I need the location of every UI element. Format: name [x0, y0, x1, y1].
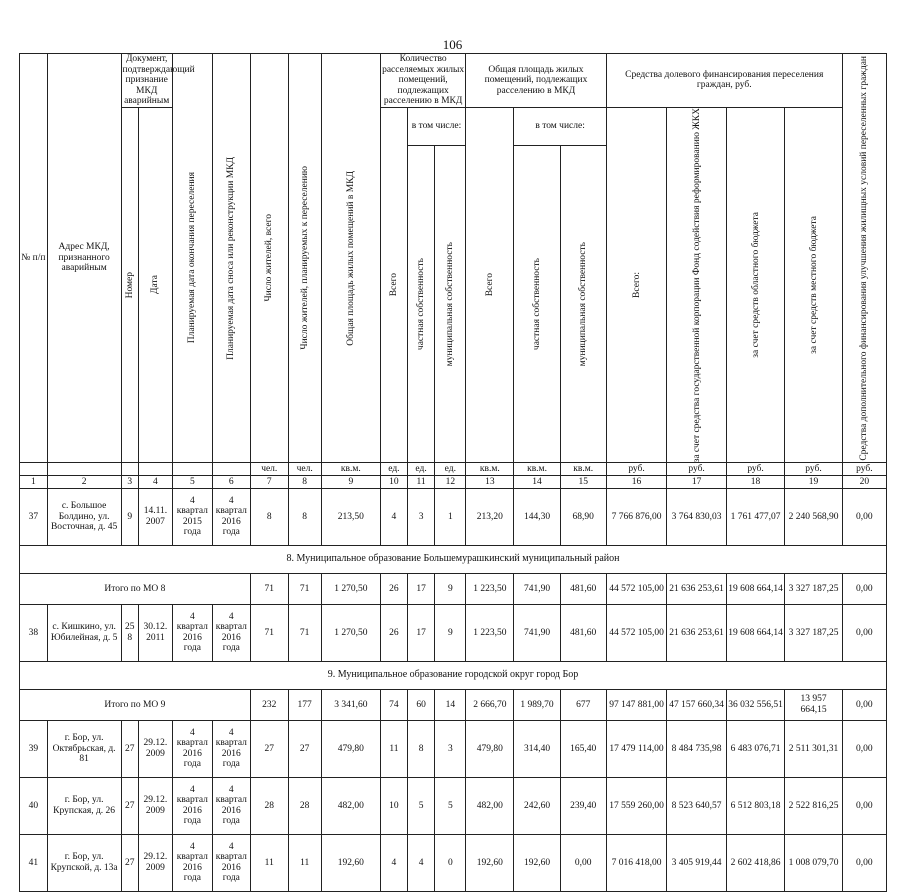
header-area-total: Всего — [466, 107, 514, 462]
header-num: № п/п — [20, 54, 48, 463]
row-area: 213,50 — [321, 488, 381, 545]
total-additional: 0,00 — [842, 689, 886, 720]
unit-cell: кв.м. — [466, 462, 514, 475]
col-number: 18 — [726, 475, 784, 488]
unit-cell: ед. — [435, 462, 466, 475]
row-municipal: 1 — [435, 488, 466, 545]
total-residents: 232 — [250, 689, 288, 720]
total-label: Итого по МО 8 — [20, 573, 251, 604]
header-total-area: Общая площадь жилых помещений в МКД — [321, 54, 381, 463]
col-number: 3 — [121, 475, 138, 488]
resettlement-table — [19, 53, 887, 892]
row-address: г. Бор, ул. Крупской, д. 13а — [47, 834, 121, 891]
col-number: 16 — [606, 475, 667, 488]
row-municipal: 9 — [435, 604, 466, 661]
unit-cell: руб. — [842, 462, 886, 475]
row-area-private: 192,60 — [514, 834, 560, 891]
row-doc-date: 29.12. 2009 — [138, 720, 172, 777]
row-resettle-end: 4 квартал 2016 года — [172, 777, 212, 834]
row-private: 3 — [407, 488, 435, 545]
row-area-private: 314,40 — [514, 720, 560, 777]
units-row — [20, 462, 887, 475]
row-planned: 71 — [288, 604, 321, 661]
unit-cell: кв.м. — [560, 462, 606, 475]
header-demolition: Планируемая дата сноса или реконструкции МКД — [212, 54, 250, 463]
row-planned: 11 — [288, 834, 321, 891]
header-doc-number: Номер — [121, 107, 138, 462]
total-area-private: 1 989,70 — [514, 689, 560, 720]
header-rooms-total: Всего — [381, 107, 408, 462]
table-row — [20, 834, 887, 891]
header-area-private: частная собственность — [514, 145, 560, 462]
row-address: с. Кишкино, ул. Юбилейная, д. 5 — [47, 604, 121, 661]
row-doc-number: 27 — [121, 834, 138, 891]
header-funds-fund: за счет средства государственной корпорации Фонд содействия реформированию ЖКХ — [667, 107, 727, 462]
row-funds-local: 3 327 187,25 — [785, 604, 842, 661]
header-resettle-end: Планируемая дата окончания переселения — [172, 54, 212, 463]
table-row — [20, 720, 887, 777]
row-area: 482,00 — [321, 777, 381, 834]
row-additional: 0,00 — [842, 604, 886, 661]
row-area-total: 213,20 — [466, 488, 514, 545]
header-municipal: муниципальная собственность — [435, 145, 466, 462]
table-row — [20, 488, 887, 545]
row-doc-date: 30.12. 2011 — [138, 604, 172, 661]
unit-cell: руб. — [785, 462, 842, 475]
row-demolition: 4 квартал 2016 года — [212, 604, 250, 661]
row-doc-date: 29.12. 2009 — [138, 834, 172, 891]
total-funds-region: 36 032 556,51 — [726, 689, 784, 720]
row-funds-region: 6 483 076,71 — [726, 720, 784, 777]
row-private: 8 — [407, 720, 435, 777]
table-row — [20, 604, 887, 661]
header-funds: Средства долевого финансирования переселения граждан, руб. — [606, 54, 842, 108]
row-funds-total: 44 572 105,00 — [606, 604, 667, 661]
row-area-total: 482,00 — [466, 777, 514, 834]
total-funds-local: 13 957 664,15 — [785, 689, 842, 720]
row-rooms: 4 — [381, 488, 408, 545]
header-rooms-count: Количество расселяемых жилых помещений, подлежащих расселению в МКД — [382, 54, 465, 106]
total-funds-fund: 21 636 253,61 — [667, 573, 727, 604]
col-number: 4 — [138, 475, 172, 488]
header-planned-residents: Число жителей, планируемых к переселению — [288, 54, 321, 463]
row-demolition: 4 квартал 2016 года — [212, 488, 250, 545]
total-municipal: 14 — [435, 689, 466, 720]
row-area-municipal: 481,60 — [560, 604, 606, 661]
header-area-municipal: муниципальная собственность — [560, 145, 606, 462]
row-funds-fund: 8 523 640,57 — [667, 777, 727, 834]
row-rooms: 10 — [381, 777, 408, 834]
row-demolition: 4 квартал 2016 года — [212, 720, 250, 777]
row-funds-fund: 21 636 253,61 — [667, 604, 727, 661]
row-private: 5 — [407, 777, 435, 834]
row-funds-fund: 8 484 735,98 — [667, 720, 727, 777]
row-area-private: 144,30 — [514, 488, 560, 545]
total-area: 3 341,60 — [321, 689, 381, 720]
col-number: 5 — [172, 475, 212, 488]
row-municipal: 0 — [435, 834, 466, 891]
row-additional: 0,00 — [842, 777, 886, 834]
header-funds-local: за счет средств местного бюджета — [785, 107, 842, 462]
total-area-municipal: 481,60 — [560, 573, 606, 604]
header-area-incl: в том числе: — [514, 107, 606, 145]
total-area-total: 2 666,70 — [466, 689, 514, 720]
row-area: 192,60 — [321, 834, 381, 891]
unit-cell: руб. — [667, 462, 727, 475]
row-rooms: 11 — [381, 720, 408, 777]
row-residents: 11 — [250, 834, 288, 891]
row-additional: 0,00 — [842, 720, 886, 777]
total-funds-fund: 47 157 660,34 — [667, 689, 727, 720]
total-additional: 0,00 — [842, 573, 886, 604]
row-doc-date: 29.12. 2009 — [138, 777, 172, 834]
unit-cell: ед. — [381, 462, 408, 475]
row-number: 40 — [20, 777, 48, 834]
row-doc-number: 27 — [121, 720, 138, 777]
row-planned: 28 — [288, 777, 321, 834]
row-municipal: 5 — [435, 777, 466, 834]
row-doc-date: 14.11. 2007 — [138, 488, 172, 545]
header-doc-date: Дата — [138, 107, 172, 462]
total-residents: 71 — [250, 573, 288, 604]
row-funds-total: 7 766 876,00 — [606, 488, 667, 545]
row-funds-region: 6 512 803,18 — [726, 777, 784, 834]
unit-cell: чел. — [288, 462, 321, 475]
row-area-municipal: 239,40 — [560, 777, 606, 834]
col-number: 6 — [212, 475, 250, 488]
row-area-total: 192,60 — [466, 834, 514, 891]
total-planned: 71 — [288, 573, 321, 604]
section-title: 8. Муниципальное образование Большемурашкинский муниципальный район — [20, 545, 887, 573]
row-funds-local: 2 522 816,25 — [785, 777, 842, 834]
col-number: 20 — [842, 475, 886, 488]
section-title: 9. Муниципальное образование городской округ город Бор — [20, 661, 887, 689]
row-area: 1 270,50 — [321, 604, 381, 661]
col-number: 14 — [514, 475, 560, 488]
row-doc-number: 27 — [121, 777, 138, 834]
row-resettle-end: 4 квартал 2016 года — [172, 720, 212, 777]
row-funds-region: 19 608 664,14 — [726, 604, 784, 661]
row-area-municipal: 0,00 — [560, 834, 606, 891]
col-number: 12 — [435, 475, 466, 488]
row-funds-fund: 3 405 919,44 — [667, 834, 727, 891]
total-private: 60 — [407, 689, 435, 720]
unit-cell: руб. — [606, 462, 667, 475]
unit-cell: руб. — [726, 462, 784, 475]
row-address: г. Бор, ул. Крупская, д. 26 — [47, 777, 121, 834]
row-planned: 27 — [288, 720, 321, 777]
row-funds-local: 1 008 079,70 — [785, 834, 842, 891]
row-rooms: 4 — [381, 834, 408, 891]
row-number: 41 — [20, 834, 48, 891]
row-funds-region: 1 761 477,07 — [726, 488, 784, 545]
row-number: 39 — [20, 720, 48, 777]
row-funds-total: 17 559 260,00 — [606, 777, 667, 834]
col-number: 19 — [785, 475, 842, 488]
total-funds-total: 97 147 881,00 — [606, 689, 667, 720]
row-resettle-end: 4 квартал 2016 года — [172, 834, 212, 891]
row-funds-local: 2 240 568,90 — [785, 488, 842, 545]
total-rooms: 74 — [381, 689, 408, 720]
row-funds-fund: 3 764 830,03 — [667, 488, 727, 545]
row-private: 4 — [407, 834, 435, 891]
table-row — [20, 777, 887, 834]
col-number: 1 — [20, 475, 48, 488]
total-municipal: 9 — [435, 573, 466, 604]
header-document: Документ, подтверждающий признание МКД аварийным — [122, 54, 195, 106]
col-number: 17 — [667, 475, 727, 488]
row-funds-region: 2 602 418,86 — [726, 834, 784, 891]
total-row — [20, 573, 887, 604]
header-residents: Число жителей, всего — [250, 54, 288, 463]
page-number: 106 — [442, 37, 463, 52]
col-number: 8 — [288, 475, 321, 488]
row-private: 17 — [407, 604, 435, 661]
total-funds-region: 19 608 664,14 — [726, 573, 784, 604]
total-funds-total: 44 572 105,00 — [606, 573, 667, 604]
total-funds-local: 3 327 187,25 — [785, 573, 842, 604]
row-address: г. Бор, ул. Октябрьская, д. 81 — [47, 720, 121, 777]
total-area-total: 1 223,50 — [466, 573, 514, 604]
row-resettle-end: 4 квартал 2015 года — [172, 488, 212, 545]
row-number: 38 — [20, 604, 48, 661]
row-funds-local: 2 511 301,31 — [785, 720, 842, 777]
section-row — [20, 545, 887, 573]
header-funds-total: Всего: — [606, 107, 667, 462]
row-doc-number: 25 8 — [121, 604, 138, 661]
section-row — [20, 661, 887, 689]
row-address: с. Большое Болдино, ул. Восточная, д. 45 — [47, 488, 121, 545]
total-planned: 177 — [288, 689, 321, 720]
col-number: 9 — [321, 475, 381, 488]
row-number: 37 — [20, 488, 48, 545]
col-number: 2 — [47, 475, 121, 488]
row-funds-total: 17 479 114,00 — [606, 720, 667, 777]
row-area-private: 242,60 — [514, 777, 560, 834]
header-funds-region: за счет средств областного бюджета — [726, 107, 784, 462]
row-demolition: 4 квартал 2016 года — [212, 834, 250, 891]
row-residents: 27 — [250, 720, 288, 777]
total-row — [20, 689, 887, 720]
row-rooms: 26 — [381, 604, 408, 661]
total-label: Итого по МО 9 — [20, 689, 251, 720]
total-private: 17 — [407, 573, 435, 604]
unit-cell: чел. — [250, 462, 288, 475]
row-area-total: 1 223,50 — [466, 604, 514, 661]
total-area-municipal: 677 — [560, 689, 606, 720]
total-rooms: 26 — [381, 573, 408, 604]
row-residents: 8 — [250, 488, 288, 545]
col-number: 13 — [466, 475, 514, 488]
row-area-municipal: 68,90 — [560, 488, 606, 545]
header-incl: в том числе: — [407, 107, 465, 145]
total-area-private: 741,90 — [514, 573, 560, 604]
row-area-municipal: 165,40 — [560, 720, 606, 777]
row-demolition: 4 квартал 2016 года — [212, 777, 250, 834]
row-municipal: 3 — [435, 720, 466, 777]
col-number: 10 — [381, 475, 408, 488]
col-number: 15 — [560, 475, 606, 488]
row-planned: 8 — [288, 488, 321, 545]
header-private: частная собственность — [407, 145, 435, 462]
row-funds-total: 7 016 418,00 — [606, 834, 667, 891]
row-additional: 0,00 — [842, 834, 886, 891]
header-address: Адрес МКД, признанного аварийным — [47, 54, 121, 463]
col-number: 7 — [250, 475, 288, 488]
row-residents: 28 — [250, 777, 288, 834]
row-residents: 71 — [250, 604, 288, 661]
header-additional: Средства дополнительного финансирования улучшения жилищных условий переселенных граждан — [842, 54, 886, 463]
total-area: 1 270,50 — [321, 573, 381, 604]
unit-cell: кв.м. — [514, 462, 560, 475]
header-area-resettle: Общая площадь жилых помещений, подлежащих расселению в МКД — [466, 54, 607, 108]
row-resettle-end: 4 квартал 2016 года — [172, 604, 212, 661]
unit-cell: ед. — [407, 462, 435, 475]
row-area-total: 479,80 — [466, 720, 514, 777]
column-numbers-row — [20, 475, 887, 488]
col-number: 11 — [407, 475, 435, 488]
row-area: 479,80 — [321, 720, 381, 777]
unit-cell: кв.м. — [321, 462, 381, 475]
row-area-private: 741,90 — [514, 604, 560, 661]
row-additional: 0,00 — [842, 488, 886, 545]
row-doc-number: 9 — [121, 488, 138, 545]
